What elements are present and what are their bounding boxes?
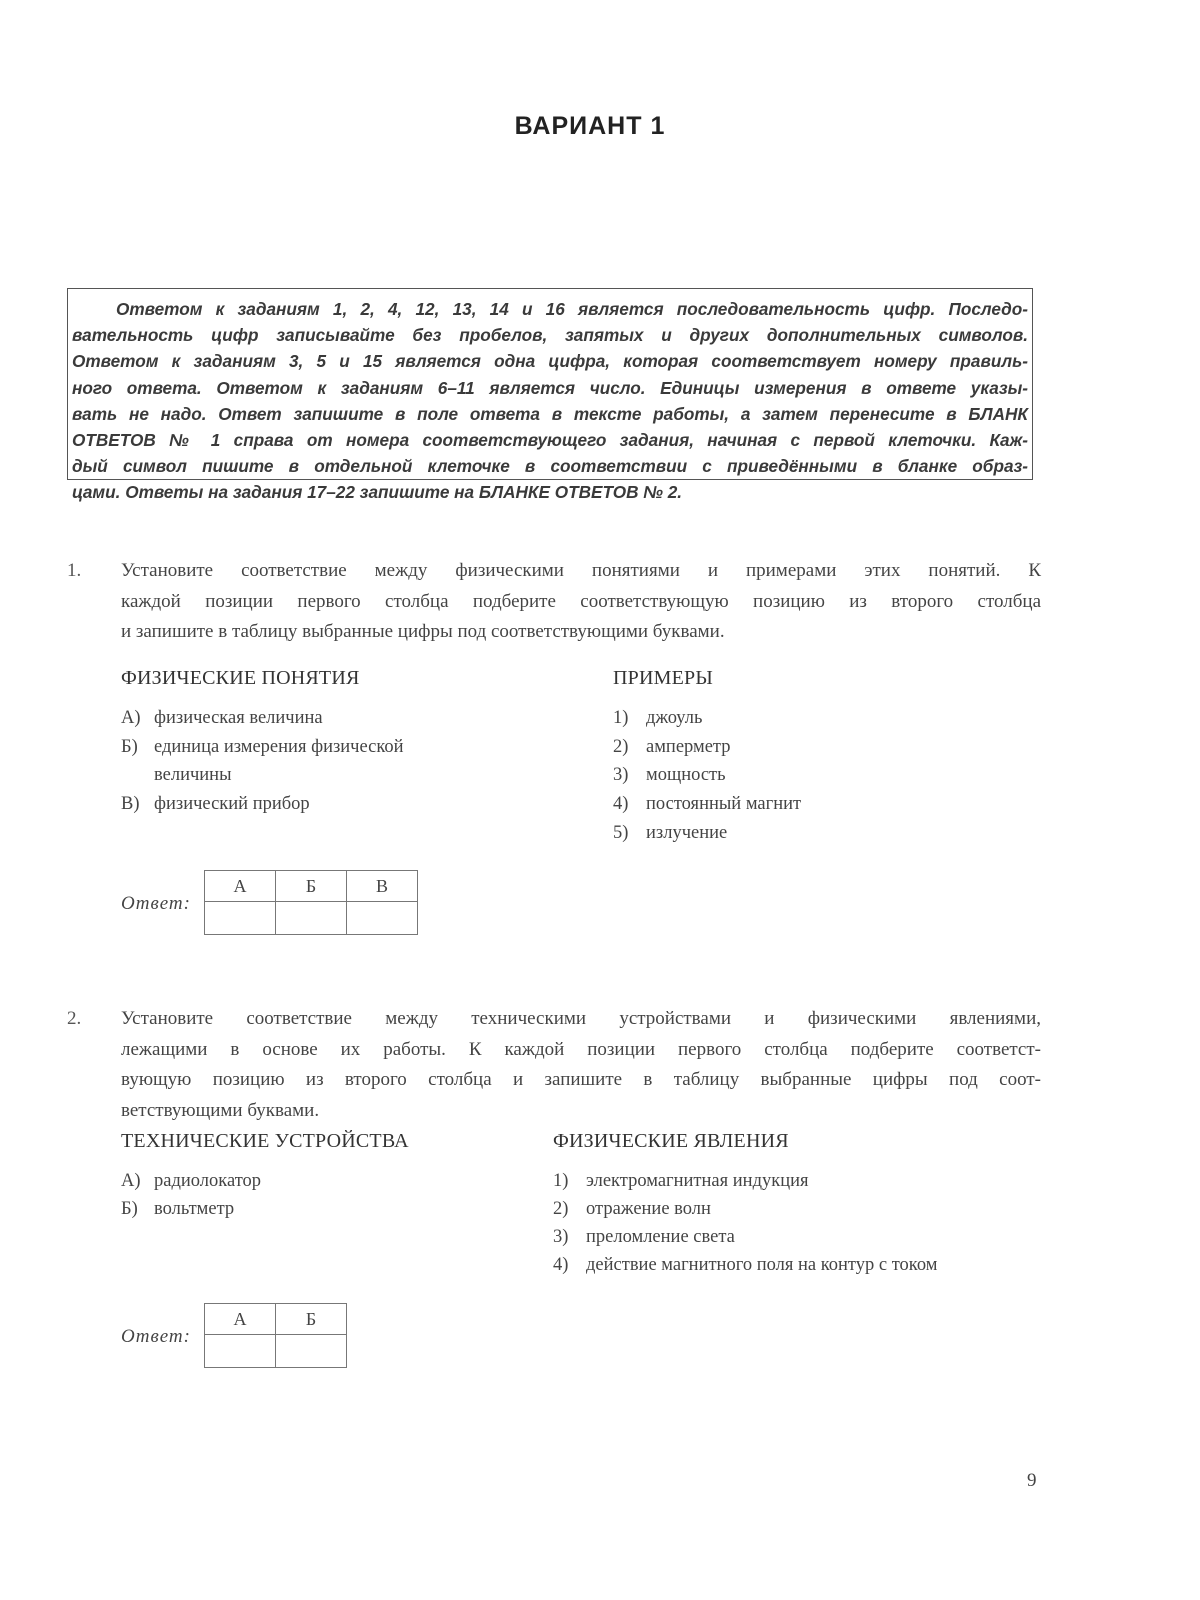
page-number: 9: [1027, 1470, 1037, 1491]
item-text: радиолокатор: [154, 1171, 262, 1191]
task-1-left-item-continuation: величины: [154, 765, 232, 785]
instructions-line: цами. Ответы на задания 17–22 запишите на БЛАНКЕ ОТВЕТОВ № 2.: [72, 482, 683, 503]
item-marker: А): [121, 1171, 141, 1191]
task-1-right-item: [613, 737, 730, 758]
task-2-number: 2.: [67, 1008, 82, 1029]
task-1-number: 1.: [67, 560, 82, 581]
instructions-line: дый символ пишите в отдельной клеточке в соответствии с приведёнными в бланке образ-: [72, 456, 1028, 477]
item-marker: 2): [613, 737, 629, 757]
item-marker: Б): [121, 737, 138, 757]
answer-cell[interactable]: [205, 902, 276, 935]
task-2-text: [121, 1004, 1041, 1126]
answer-cell[interactable]: [276, 1335, 347, 1368]
answer-cell[interactable]: [347, 902, 418, 935]
task-2-left-item: [121, 1199, 234, 1220]
item-text: отражение волн: [586, 1199, 711, 1219]
task-2-answer-table: [204, 1303, 347, 1368]
item-text: электромагнитная индукция: [586, 1171, 809, 1191]
item-text: джоуль: [646, 708, 703, 728]
answer-cell[interactable]: [205, 1335, 276, 1368]
item-marker: А): [121, 708, 141, 728]
instructions-line: ОТВЕТОВ № 1 справа от номера соответствующего задания, начиная с первой клеточки. Каж-: [72, 430, 1028, 451]
item-text: единица измерения физической: [154, 737, 404, 757]
item-text: вольтметр: [154, 1199, 235, 1219]
task-1-text: [121, 556, 1041, 648]
instructions-line: вать не надо. Ответ запишите в поле ответа в тексте работы, а затем перенесите в БЛАНК: [72, 403, 1028, 424]
task-1-line: и запишите в таблицу выбранные цифры под соответствующими буквами.: [121, 621, 725, 642]
item-marker: 2): [553, 1199, 569, 1219]
instructions-line: вательность цифр записывайте без пробелов, запятых и других дополнительных символов.: [72, 325, 1028, 346]
task-1-left-heading: ФИЗИЧЕСКИЕ ПОНЯТИЯ: [121, 667, 360, 689]
task-1-left-item: [121, 708, 323, 729]
instructions-line: Ответом к заданиям 1, 2, 4, 12, 13, 14 и 16 является последовательность цифр. Последо-: [116, 299, 1028, 319]
task-1-line: каждой позиции первого столбца подберите соответствующую позицию из второго столбца: [121, 590, 1041, 612]
answer-column-header: Б: [276, 871, 347, 902]
task-2-right-item: [553, 1199, 711, 1220]
task-2-right-item: [553, 1255, 937, 1276]
task-1-right-item: [613, 765, 726, 786]
task-2-line: вующую позицию из второго столбца и запишите в таблицу выбранные цифры под соот-: [121, 1069, 1041, 1090]
answer-column-header: Б: [276, 1304, 347, 1335]
answer-column-header: А: [205, 871, 276, 902]
task-2-right-item: [553, 1227, 735, 1248]
answer-cell[interactable]: [276, 902, 347, 935]
item-marker: Б): [121, 1199, 138, 1219]
task-2-right-item: [553, 1171, 809, 1192]
task-2-answer-label: Ответ:: [121, 1326, 191, 1347]
task-1-right-item: [613, 823, 727, 844]
task-2-left-item: [121, 1171, 261, 1192]
task-1-line: Установите соответствие между физическими понятиями и примерами этих понятий. К: [121, 560, 1041, 581]
item-marker: 3): [613, 765, 629, 785]
instructions-line: Ответом к заданиям 3, 5 и 15 является одна цифра, которая соответствует номеру правиль-: [72, 351, 1028, 372]
task-1-answer-label: Ответ:: [121, 893, 191, 914]
item-text: действие магнитного поля на контур с током: [586, 1255, 938, 1275]
item-marker: 3): [553, 1227, 569, 1247]
task-1-right-heading: ПРИМЕРЫ: [613, 667, 713, 689]
task-1-answer-table: [204, 870, 418, 935]
item-text: амперметр: [646, 737, 731, 757]
task-2-left-heading: ТЕХНИЧЕСКИЕ УСТРОЙСТВА: [121, 1130, 409, 1152]
task-2-line: ветствующими буквами.: [121, 1099, 320, 1121]
item-text: физическая величина: [154, 708, 323, 728]
item-marker: 4): [613, 794, 629, 814]
task-1-left-item: [121, 794, 310, 815]
task-1-left-item: [121, 737, 404, 758]
task-2-right-heading: ФИЗИЧЕСКИЕ ЯВЛЕНИЯ: [553, 1130, 789, 1152]
item-marker: 4): [553, 1255, 569, 1275]
task-1-right-item: [613, 794, 801, 815]
item-marker: 1): [553, 1171, 569, 1191]
item-text: преломление света: [586, 1227, 735, 1247]
task-2-line: лежащими в основе их работы. К каждой позиции первого столбца подберите соответст-: [121, 1038, 1041, 1060]
task-1-right-item: [613, 708, 702, 729]
item-marker: 5): [613, 823, 629, 843]
item-text: физический прибор: [154, 794, 310, 814]
task-2-line: Установите соответствие между техническими устройствами и физическими явлениями,: [121, 1008, 1041, 1029]
item-marker: 1): [613, 708, 629, 728]
variant-title: ВАРИАНТ 1: [514, 112, 666, 140]
item-text: постоянный магнит: [646, 794, 802, 814]
answer-column-header: А: [205, 1304, 276, 1335]
instructions-box: [67, 288, 1033, 503]
item-text: излучение: [646, 823, 728, 843]
instructions-line: ного ответа. Ответом к заданиям 6–11 является число. Единицы измерения в ответе указы-: [72, 377, 1028, 398]
item-marker: В): [121, 794, 140, 814]
answer-column-header: В: [347, 871, 418, 902]
item-text: мощность: [646, 765, 726, 785]
